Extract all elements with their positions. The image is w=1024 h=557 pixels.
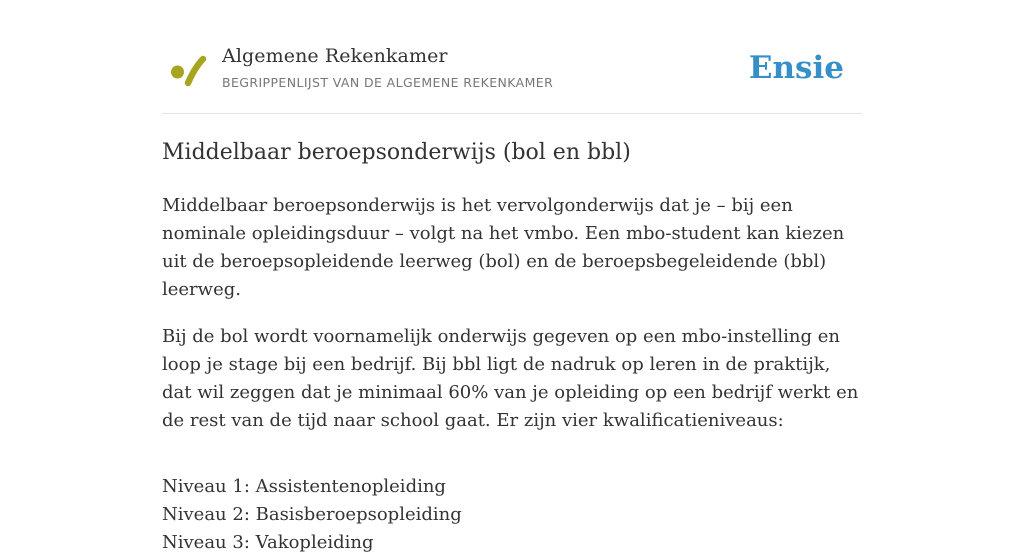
levels-list [162, 473, 862, 557]
article-paragraph-1: Middelbaar beroepsonderwijs is het vervolgonderwijs dat je – bij een nominale opleidingsduur – volgt na het vmbo. Een mbo-student kan kiezen uit de beroepsopleidende leerweg (bol) en de beroepsbegeleidende (bbl) leerweg. [162, 195, 845, 300]
page-title: Middelbaar beroepsonderwijs (bol en bbl) [162, 140, 631, 165]
list-item: Niveau 3: Vakopleiding [162, 532, 374, 553]
list-item: Niveau 1: Assistentenopleiding [162, 476, 446, 497]
org-subtitle: BEGRIPPENLIJST VAN DE ALGEMENE REKENKAMER [222, 75, 554, 90]
list-item: Niveau 2: Basisberoepsopleiding [162, 504, 462, 525]
org-name: Algemene Rekenkamer [222, 45, 448, 67]
article-paragraph-2: Bij de bol wordt voornamelijk onderwijs gegeven op een mbo-instelling en loop je stage bij een bedrijf. Bij bbl ligt de nadruk op leren in de praktijk, dat wil zeggen dat je minimaal 60% van je opleiding op een bedrijf werkt en de rest van de tijd naar school gaat. Er zijn vier kwalificatieniveaus: [162, 326, 859, 431]
algemene-rekenkamer-logo-icon [170, 56, 206, 86]
ensie-brand-link[interactable]: Ensie [748, 50, 844, 86]
site-header [162, 40, 862, 114]
article [162, 136, 862, 557]
